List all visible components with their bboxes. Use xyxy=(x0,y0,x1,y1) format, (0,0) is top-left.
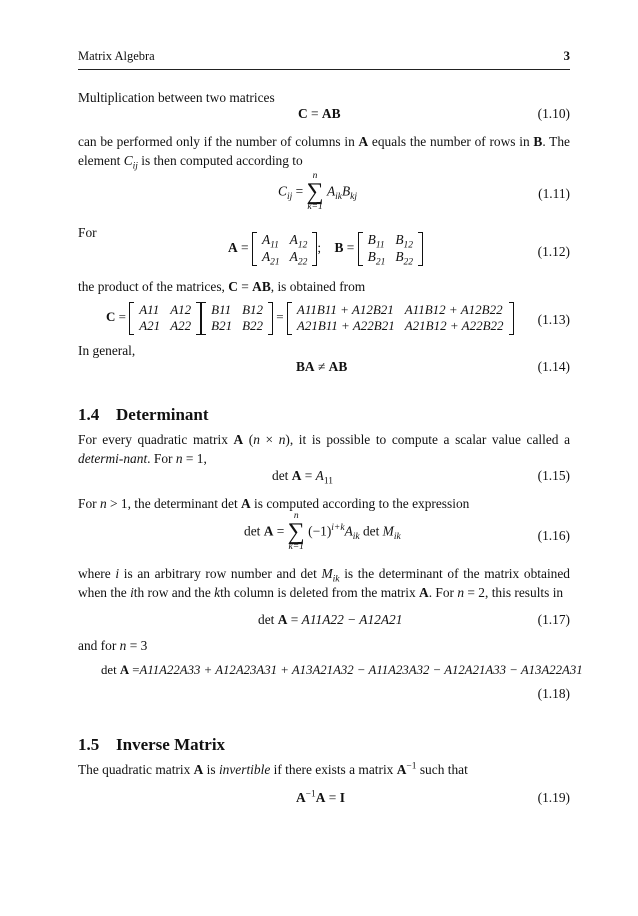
equation-1-19: $A^{-1}A = I$ xyxy=(296,789,345,805)
equation-1-12: A = $A_{11}$ $A_{12}$ $A_{21}$ $A_{22}$ ; B = $B_{11}$ $B_{12}$ $B_{21}$ $B_{22}$ xyxy=(228,232,423,266)
paragraph-for: For xyxy=(78,225,97,240)
equation-1-16: det A = n ∑ k=1 $(-1)^{i+k}A_{ik}$ $\det M_{ik}$ xyxy=(244,511,401,553)
equation-number-1-16: (1.16) xyxy=(537,528,570,543)
paragraph-product: the product of the matrices, C = AB, is obtained from xyxy=(78,279,366,294)
header-rule xyxy=(78,69,570,70)
equation-number-1-12: (1.12) xyxy=(537,244,570,259)
equation-1-14: BA ≠ AB xyxy=(296,359,348,374)
section-heading-determinant: 1.4 Determinant xyxy=(78,405,209,424)
equation-1-13: C = A11 A12 A21 A22 B11 B12 B21 B22 = A11B11 + A12B21 A11B12 + A12B22 A21B11 + A22B21 A21B12 + A22B22 xyxy=(106,302,514,335)
equation-1-10: C = AB xyxy=(298,106,341,121)
equation-1-15: $\det A = A_{11}$ xyxy=(272,468,333,487)
equation-number-1-18: (1.18) xyxy=(537,686,570,701)
summation-sign: n ∑ k=1 xyxy=(287,511,305,553)
running-header-title: Matrix Algebra xyxy=(78,49,155,63)
page-number: 3 xyxy=(563,48,570,63)
paragraph-row-number: where i is an arbitrary row number and $\det M_{ik}$ is the determinant of the matrix obtained when the ith row and the kth column is deleted from the matrix A. For n = 2, this results in xyxy=(78,566,570,601)
equation-number-1-14: (1.14) xyxy=(537,359,570,374)
equation-number-1-11: (1.11) xyxy=(538,186,570,201)
paragraph-multiplication-intro: Multiplication between two matrices xyxy=(78,90,275,105)
paragraph-determinant-general: For n > 1, the determinant det A is computed according to the expression xyxy=(78,496,470,511)
paragraph-in-general: In general, xyxy=(78,343,136,358)
equation-1-11: $C_{ij}$ = n ∑ k=1 $A_{ik}B_{kj}$ xyxy=(278,171,358,213)
matrix-B-product: B11 B12 B21 B22 xyxy=(201,302,273,335)
section-heading-inverse-matrix: 1.5 Inverse Matrix xyxy=(78,735,226,754)
paragraph-invertible: The quadratic matrix A is invertible if there exists a matrix $A^{-1}$ such that xyxy=(78,761,468,777)
equation-number-1-19: (1.19) xyxy=(537,790,570,805)
matrix-A: $A_{11}$ $A_{12}$ $A_{21}$ $A_{22}$ xyxy=(252,232,317,266)
paragraph-determinant-intro: For every quadratic matrix A (n × n), it is possible to compute a scalar value called a determi-nant. For n = 1, xyxy=(78,432,571,467)
equation-number-1-15: (1.15) xyxy=(537,468,570,483)
equation-number-1-17: (1.17) xyxy=(537,612,570,627)
equation-1-18: det A =A11A22A33 + A12A23A31 + A13A21A32 − A11A23A32 − A12A21A33 − A13A22A31 xyxy=(101,663,583,677)
paragraph-columns-rows: can be performed only if the number of columns in A equals the number of rows in B. The element $C_{ij}$ is then computed according to xyxy=(78,134,570,173)
matrix-C-result: A11B11 + A12B21 A11B12 + A12B22 A21B11 + A22B21 A21B12 + A22B22 xyxy=(287,302,514,335)
equation-1-17: det A = A11A22 − A12A21 xyxy=(258,612,403,627)
summation-sign: n ∑ k=1 xyxy=(306,171,324,213)
matrix-B: $B_{11}$ $B_{12}$ $B_{21}$ $B_{22}$ xyxy=(358,232,423,266)
paragraph-n-equals-3: and for n = 3 xyxy=(78,638,148,653)
matrix-A-product: A11 A12 A21 A22 xyxy=(129,302,201,335)
equation-number-1-13: (1.13) xyxy=(537,312,570,327)
equation-number-1-10: (1.10) xyxy=(537,106,570,121)
